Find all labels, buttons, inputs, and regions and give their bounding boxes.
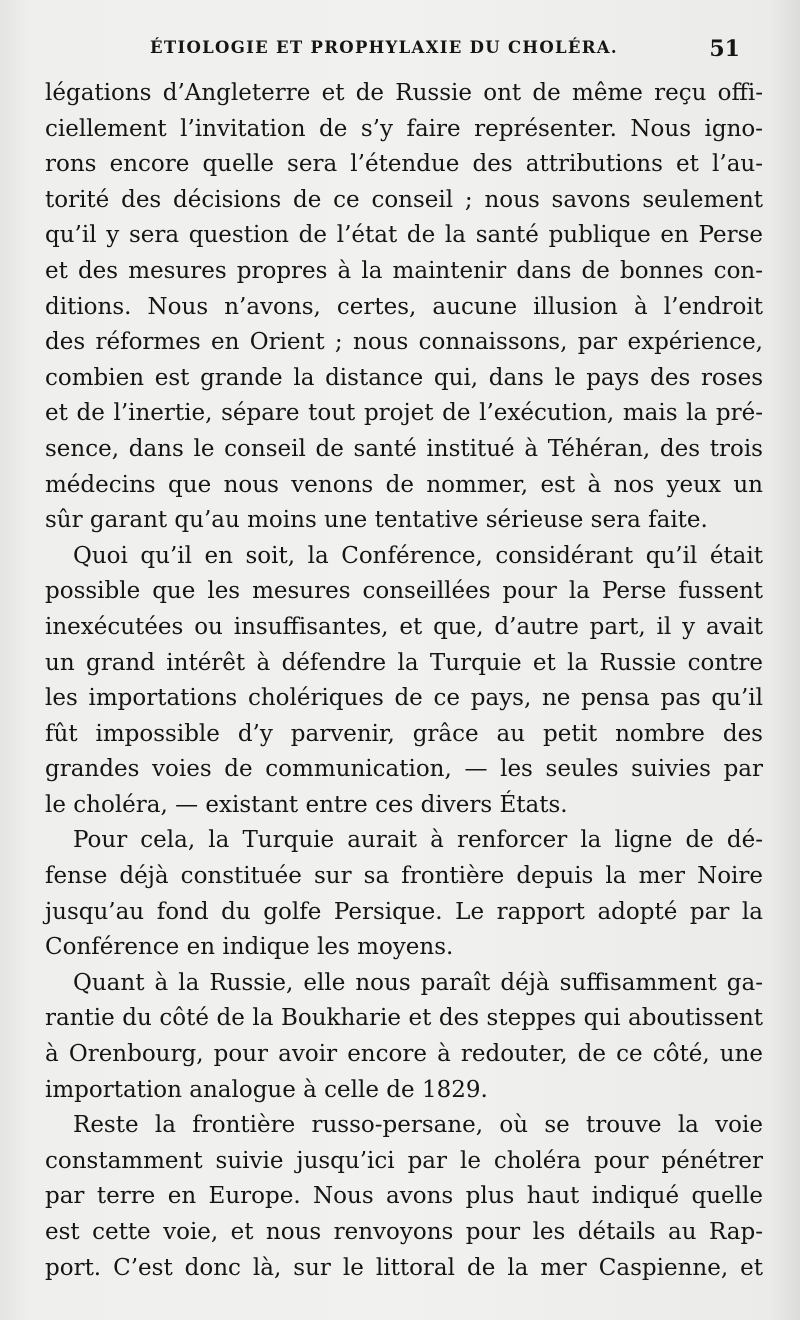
text-line: par terre en Europe. Nous avons plus haut indiqué quelle [45,1183,763,1210]
text-line: Quoi qu’il en soit, la Conférence, considérant qu’il était [73,542,763,569]
text-line: médecins que nous venons de nommer, est à nos yeux un [45,471,763,498]
text-line: Conférence en indique les moyens. [45,934,454,961]
text-line: jusqu’au fond du golfe Persique. Le rapport adopté par la [45,898,763,925]
body-text [45,76,763,1286]
text-line: un grand intérêt à défendre la Turquie et la Russie contre [45,649,763,676]
text-line: Reste la frontière russo-persane, où se trouve la voie [73,1112,763,1139]
paragraph-5 [45,1108,763,1286]
text-line: qu’il y sera question de l’état de la santé publique en Perse [45,222,763,249]
text-line: possible que les mesures conseillées pour la Perse fussent [45,578,763,605]
text-line: rantie du côté de la Boukharie et des steppes qui aboutissent [45,1005,763,1032]
text-line: port. C’est donc là, sur le littoral de la mer Caspienne, et [45,1254,763,1281]
text-line: le choléra, — existant entre ces divers États. [45,791,568,818]
text-line: fût impossible d’y parvenir, grâce au petit nombre des [45,720,763,747]
paragraph-4 [45,966,763,1108]
text-line: est cette voie, et nous renvoyons pour les détails au Rap- [45,1219,763,1245]
running-title: ÉTIOLOGIE ET PROPHYLAXIE DU CHOLÉRA. [150,38,618,57]
text-line: importation analogue à celle de 1829. [45,1076,488,1103]
text-line: Quant à la Russie, elle nous paraît déjà suffisamment ga- [73,969,763,996]
text-line: ditions. Nous n’avons, certes, aucune illusion à l’endroit [45,293,763,320]
text-line: combien est grande la distance qui, dans le pays des roses [45,364,763,391]
page-number: 51 [709,36,740,62]
text-line: des réformes en Orient ; nous connaissons, par expérience, [45,329,763,356]
text-line: constamment suivie jusqu’ici par le choléra pour pénétrer [45,1147,763,1174]
text-line: et des mesures propres à la maintenir dans de bonnes con- [45,257,763,284]
text-line: et de l’inertie, sépare tout projet de l’exécution, mais la pré- [45,400,763,427]
text-line: sûr garant qu’au moins une tentative sérieuse sera faite. [45,507,708,534]
text-line: Pour cela, la Turquie aurait à renforcer la ligne de dé- [73,827,763,854]
text-line: les importations cholériques de ce pays, ne pensa pas qu’il [45,685,763,712]
text-line: fense déjà constituée sur sa frontière depuis la mer Noire [45,863,763,890]
paragraph-1 [45,76,763,539]
paragraph-2 [45,539,763,824]
text-line: sence, dans le conseil de santé institué à Téhéran, des trois [45,435,763,462]
paragraph-3 [45,823,763,965]
text-line: rons encore quelle sera l’étendue des attributions et l’au- [45,151,763,178]
text-line: torité des décisions de ce conseil ; nous savons seulement [45,186,763,213]
text-line: grandes voies de communication, — les seules suivies par [45,756,763,783]
text-line: ciellement l’invitation de s’y faire représenter. Nous igno- [45,115,763,142]
text-line: à Orenbourg, pour avoir encore à redouter, de ce côté, une [45,1041,763,1068]
text-line: légations d’Angleterre et de Russie ont de même reçu offi- [45,80,763,106]
text-line: inexécutées ou insuffisantes, et que, d’autre part, il y avait [45,613,763,640]
